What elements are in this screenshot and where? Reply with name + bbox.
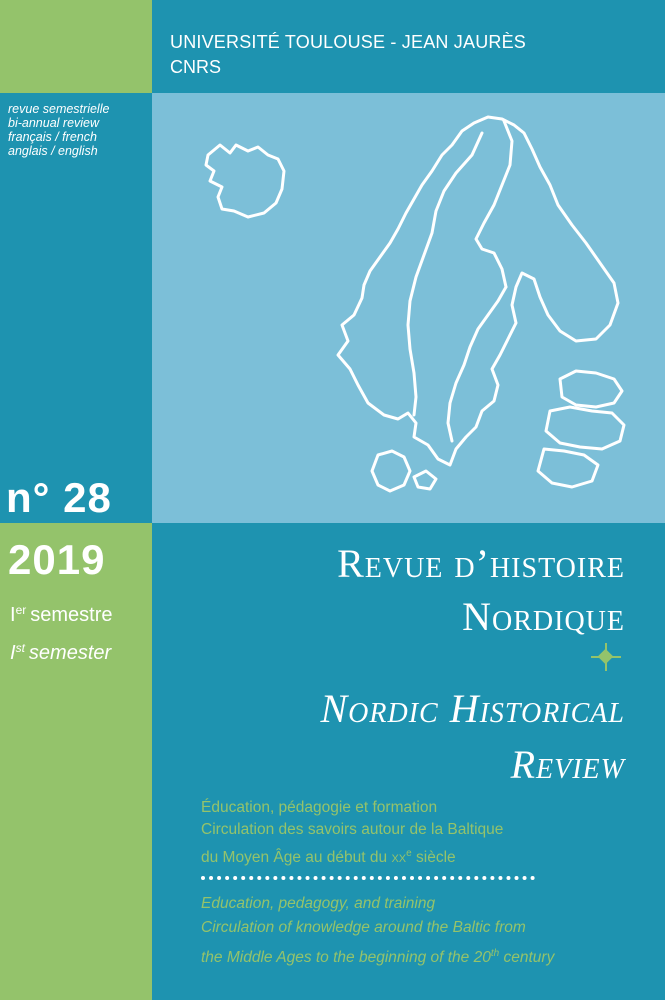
- semester-en-number: I: [10, 642, 16, 664]
- scandinavia-map-icon: [152, 93, 665, 523]
- meta-language-en: anglais / english: [8, 144, 98, 158]
- semester-en: [10, 636, 111, 665]
- title-en-line1: Nordic Historical: [320, 686, 625, 731]
- theme-fr-line1: Éducation, pédagogie et formation: [201, 799, 438, 816]
- scandinavia-outline: [338, 117, 618, 465]
- semester-fr-text: semestre: [30, 604, 113, 626]
- green-header-block: [0, 0, 152, 93]
- dotted-divider: [201, 876, 535, 880]
- estonia-outline: [560, 371, 622, 407]
- title-fr-line1: Revue d’histoire: [337, 541, 625, 586]
- issue-year: 2019: [8, 536, 106, 583]
- theme-en-line2: Circulation of knowledge around the Baltic from: [201, 919, 526, 936]
- theme-fr-century-sup: e: [406, 848, 412, 859]
- cnrs-label: CNRS: [170, 57, 222, 77]
- theme-en-line3: [201, 944, 554, 968]
- denmark-outline: [372, 451, 436, 491]
- gulf-of-bothnia: [448, 287, 506, 441]
- title-en-line2: Review: [510, 742, 625, 787]
- issue-number: n° 28: [6, 474, 112, 521]
- semester-fr-suffix: er: [15, 603, 27, 617]
- latvia-outline: [546, 407, 624, 449]
- sweden-finland-border: [476, 121, 512, 287]
- semester-en-suffix: st: [15, 641, 25, 655]
- meta-language-fr: français / french: [8, 130, 97, 144]
- semester-fr-number: I: [10, 604, 16, 626]
- theme-fr-line3-end: siècle: [411, 849, 456, 866]
- theme-en-century-sup: th: [490, 948, 500, 959]
- semester-fr: [10, 598, 112, 627]
- university-name: UNIVERSITÉ TOULOUSE - JEAN JAURÈS: [170, 32, 527, 52]
- diamond-ornament-icon: [598, 649, 614, 665]
- norway-sweden-border: [408, 133, 482, 415]
- theme-fr-line2: Circulation des savoirs autour de la Baltique: [201, 821, 504, 838]
- meta-frequency-fr: revue semestrielle: [8, 102, 110, 116]
- map-panel: [152, 93, 665, 523]
- lithuania-outline: [538, 449, 598, 487]
- iceland-outline: [206, 145, 284, 217]
- meta-frequency-en: bi-annual review: [8, 116, 100, 130]
- theme-fr-century: xx: [391, 849, 407, 866]
- title-fr-line2: Nordique: [462, 594, 625, 639]
- theme-en-line3-start: the Middle Ages to the beginning of the 20: [201, 949, 491, 966]
- theme-fr-line3: [201, 844, 456, 868]
- theme-en-line3-end: century: [499, 949, 555, 966]
- green-sidebar-block: [0, 523, 152, 1000]
- theme-fr-line3-start: du Moyen Âge au début du: [201, 849, 392, 866]
- theme-en-line1: Education, pedagogy, and training: [201, 895, 436, 912]
- semester-en-text: semester: [28, 642, 112, 664]
